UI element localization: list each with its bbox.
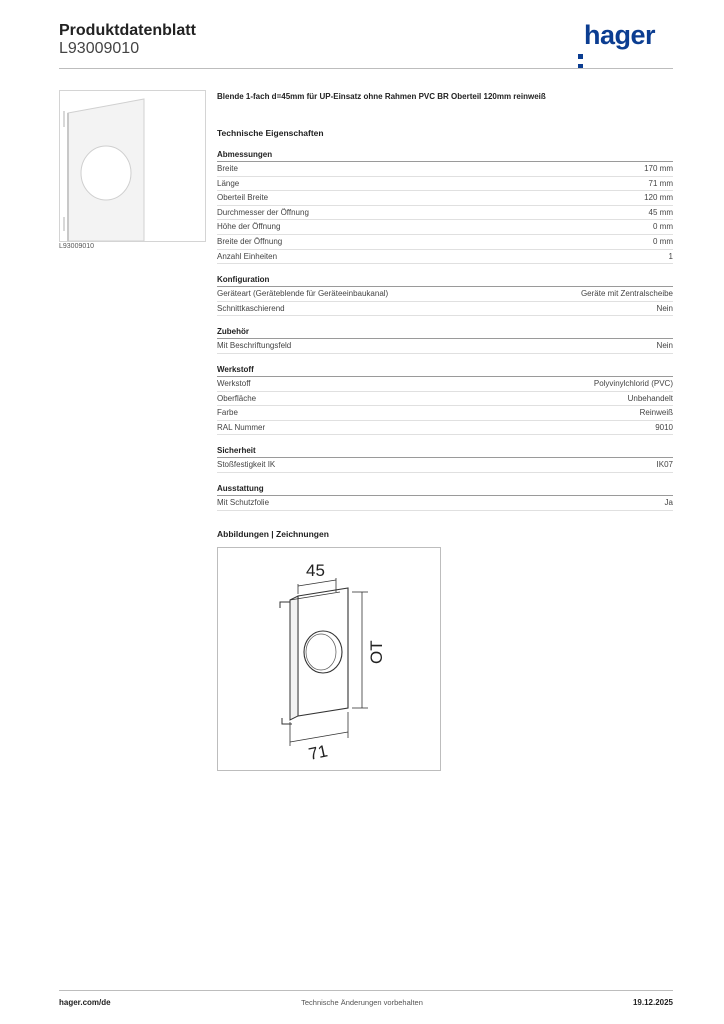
property-value: 0 mm [653, 222, 673, 232]
property-label: Breite [217, 164, 238, 173]
property-value: Nein [656, 341, 673, 351]
property-value: Polyvinylchlorid (PVC) [593, 378, 673, 388]
property-label: Stoßfestigkeit IK [217, 460, 276, 470]
plate-side [290, 596, 298, 720]
property-group-title: Zubehör [217, 326, 673, 339]
property-row [217, 162, 673, 177]
header-divider [59, 68, 673, 69]
property-value: Unbehandelt [627, 393, 673, 403]
property-row [217, 406, 673, 421]
property-value: 9010 [655, 422, 673, 432]
logo-text: hager [583, 20, 655, 50]
property-value: 170 mm [644, 164, 673, 173]
property-value: 120 mm [644, 193, 673, 203]
product-image [59, 90, 206, 242]
property-label: Anzahl Einheiten [217, 251, 278, 261]
property-label: Schnittkaschierend [217, 303, 285, 313]
dim-bottom-label: 71 [306, 740, 330, 764]
document-number: L93009010 [59, 40, 140, 57]
property-row [217, 496, 673, 511]
footer-divider [59, 990, 673, 991]
property-label: Breite der Öffnung [217, 236, 283, 246]
property-label: Mit Schutzfolie [217, 497, 270, 507]
dim-side-label: OT [367, 639, 386, 664]
property-value: Nein [656, 303, 673, 313]
property-value: 1 [668, 251, 673, 261]
product-details [217, 92, 673, 771]
property-label: Oberteil Breite [217, 193, 269, 203]
property-group-title: Konfiguration [217, 274, 673, 287]
property-row [217, 339, 673, 354]
property-row [217, 392, 673, 407]
property-label: RAL Nummer [217, 422, 266, 432]
property-group [217, 483, 673, 511]
property-row [217, 287, 673, 302]
property-row [217, 206, 673, 221]
property-group-title: Sicherheit [217, 445, 673, 458]
property-label: Mit Beschriftungsfeld [217, 341, 292, 351]
property-value: 0 mm [653, 236, 673, 246]
property-label: Höhe der Öffnung [217, 222, 281, 232]
property-value: 71 mm [648, 178, 673, 188]
property-row [217, 191, 673, 206]
footer-date: 19.12.2025 [632, 998, 673, 1007]
document-title: Produktdatenblatt [59, 22, 196, 39]
property-row [217, 250, 673, 265]
property-row [217, 458, 673, 473]
property-group [217, 274, 673, 316]
property-value: Geräte mit Zentralscheibe [580, 289, 673, 299]
properties-heading: Technische Eigenschaften [217, 128, 324, 138]
property-value: Ja [664, 497, 673, 507]
product-title: Blende 1-fach d=45mm für UP-Einsatz ohne Rahmen PVC BR Oberteil 120mm reinweiß [217, 92, 546, 101]
hager-logo [578, 20, 655, 51]
property-label: Geräteart (Geräteblende für Geräteeinbaukanal) [217, 289, 389, 299]
property-label: Durchmesser der Öffnung [217, 207, 309, 217]
property-group-title: Werkstoff [217, 364, 673, 377]
property-row [217, 302, 673, 317]
property-row [217, 235, 673, 250]
figures-heading: Abbildungen | Zeichnungen [217, 528, 329, 539]
property-group-title: Abmessungen [217, 149, 673, 162]
product-image-caption: L93009010 [59, 243, 95, 250]
property-group [217, 326, 673, 354]
property-group [217, 445, 673, 473]
footer-website-link[interactable]: hager.com/de [59, 998, 111, 1007]
property-group [217, 364, 673, 435]
property-label: Farbe [217, 408, 238, 418]
property-row [217, 220, 673, 235]
property-value: 45 mm [648, 207, 673, 217]
dim-top-label: 45 [306, 560, 325, 580]
property-row [217, 421, 673, 436]
property-label: Werkstoff [217, 378, 251, 388]
property-group [217, 149, 673, 264]
page-header [59, 20, 673, 68]
technical-drawing [217, 547, 441, 771]
property-row [217, 377, 673, 392]
property-value: Reinweiß [639, 408, 673, 418]
property-group-title: Ausstattung [217, 483, 673, 496]
property-row [217, 177, 673, 192]
property-value: IK07 [656, 460, 673, 470]
footer-notice: Technische Änderungen vorbehalten [301, 998, 423, 1007]
property-label: Oberfläche [217, 393, 257, 403]
property-label: Länge [217, 178, 240, 188]
